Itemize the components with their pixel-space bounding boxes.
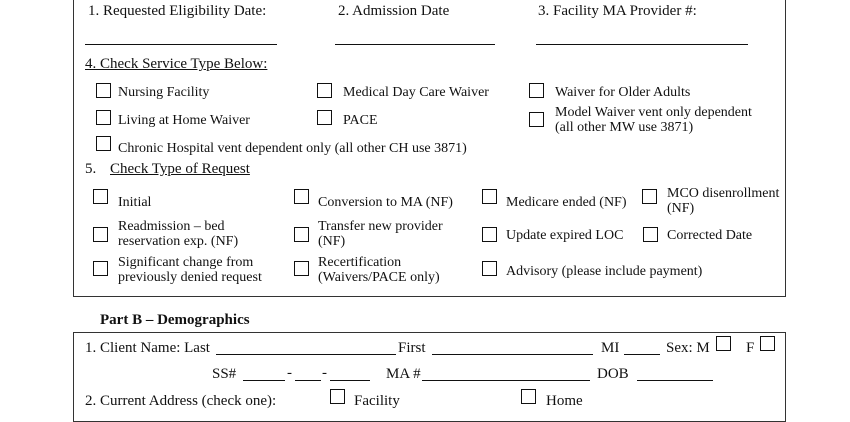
significant-change-checkbox[interactable]	[93, 261, 108, 276]
significant-line-1: Significant change from	[118, 255, 254, 270]
admission-date-label: 2. Admission Date	[338, 3, 450, 19]
ss-label: SS#	[212, 366, 237, 382]
address-facility-checkbox[interactable]	[330, 389, 345, 404]
readmission-line-1: Readmission – bed	[118, 219, 225, 234]
mi-field[interactable]	[624, 354, 660, 355]
address-home-checkbox[interactable]	[521, 389, 536, 404]
nursing-facility-checkbox[interactable]	[96, 83, 111, 98]
requested-eligibility-date-field[interactable]	[85, 44, 277, 45]
readmission-label	[118, 219, 238, 249]
model-waiver-line-1: Model Waiver vent only dependent	[555, 105, 752, 120]
transfer-provider-checkbox[interactable]	[294, 227, 309, 242]
address-home-label: Home	[546, 393, 583, 409]
chronic-hospital-checkbox[interactable]	[96, 136, 111, 151]
mco-disenrollment-checkbox[interactable]	[642, 189, 657, 204]
part-b-heading: Part B – Demographics	[100, 312, 250, 328]
initial-checkbox[interactable]	[93, 189, 108, 204]
ss-field-2[interactable]	[295, 380, 321, 381]
ss-field-3[interactable]	[330, 380, 370, 381]
recertification-checkbox[interactable]	[294, 261, 309, 276]
older-adults-checkbox[interactable]	[529, 83, 544, 98]
pace-checkbox[interactable]	[317, 110, 332, 125]
request-type-number: 5.	[85, 161, 97, 177]
corrected-date-checkbox[interactable]	[643, 227, 658, 242]
significant-change-label	[118, 255, 262, 285]
requested-eligibility-date-label: 1. Requested Eligibility Date:	[88, 3, 267, 19]
last-name-field[interactable]	[216, 354, 396, 355]
older-adults-label: Waiver for Older Adults	[555, 85, 691, 100]
facility-ma-provider-field[interactable]	[536, 44, 748, 45]
ss-dash-1: -	[287, 365, 292, 381]
sex-m-checkbox[interactable]	[716, 336, 731, 351]
mco-line-1: MCO disenrollment	[667, 186, 780, 201]
model-waiver-line-2: (all other MW use 3871)	[555, 120, 694, 135]
corrected-date-label: Corrected Date	[667, 228, 753, 243]
recertification-label	[318, 255, 440, 285]
conversion-checkbox[interactable]	[294, 189, 309, 204]
transfer-provider-label	[318, 219, 443, 249]
readmission-line-2: reservation exp. (NF)	[118, 234, 239, 249]
first-name-label: First	[398, 340, 426, 356]
dob-field[interactable]	[637, 380, 713, 381]
ss-dash-2: -	[322, 365, 327, 381]
ss-field-1[interactable]	[243, 380, 285, 381]
service-type-heading: 4. Check Service Type Below:	[85, 56, 268, 72]
living-at-home-checkbox[interactable]	[96, 110, 111, 125]
mco-disenrollment-label	[667, 186, 779, 216]
medicare-ended-label: Medicare ended (NF)	[506, 195, 627, 210]
significant-line-2: previously denied request	[118, 270, 262, 285]
living-at-home-label: Living at Home Waiver	[118, 113, 250, 128]
conversion-label: Conversion to MA (NF)	[318, 195, 453, 210]
medicare-ended-checkbox[interactable]	[482, 189, 497, 204]
mi-label: MI	[601, 340, 620, 356]
medical-day-care-checkbox[interactable]	[317, 83, 332, 98]
ma-field[interactable]	[422, 380, 590, 381]
address-facility-label: Facility	[354, 393, 400, 409]
admission-date-field[interactable]	[335, 44, 495, 45]
mco-line-2: (NF)	[667, 201, 695, 216]
ma-label: MA #	[386, 366, 421, 382]
request-type-heading: Check Type of Request	[110, 161, 250, 177]
transfer-line-2: (NF)	[318, 234, 346, 249]
advisory-checkbox[interactable]	[482, 261, 497, 276]
model-waiver-checkbox[interactable]	[529, 112, 544, 127]
model-waiver-label	[555, 105, 752, 135]
sex-label: Sex: M	[666, 340, 710, 356]
first-name-field[interactable]	[432, 354, 593, 355]
update-loc-checkbox[interactable]	[482, 227, 497, 242]
chronic-hospital-label: Chronic Hospital vent dependent only (all other CH use 3871)	[118, 141, 467, 156]
readmission-checkbox[interactable]	[93, 227, 108, 242]
facility-ma-provider-label: 3. Facility MA Provider #:	[538, 3, 697, 19]
medical-day-care-label: Medical Day Care Waiver	[343, 85, 489, 100]
nursing-facility-label: Nursing Facility	[118, 85, 210, 100]
advisory-label: Advisory (please include payment)	[506, 264, 703, 279]
sex-f-label: F	[746, 340, 755, 356]
pace-label: PACE	[343, 113, 378, 128]
transfer-line-1: Transfer new provider	[318, 219, 443, 234]
client-name-label: 1. Client Name: Last	[85, 340, 210, 356]
recert-line-1: Recertification	[318, 255, 402, 270]
current-address-label: 2. Current Address (check one):	[85, 393, 277, 409]
recert-line-2: (Waivers/PACE only)	[318, 270, 440, 285]
update-loc-label: Update expired LOC	[506, 228, 624, 243]
dob-label: DOB	[597, 366, 629, 382]
sex-f-checkbox[interactable]	[760, 336, 775, 351]
initial-label: Initial	[118, 195, 152, 210]
